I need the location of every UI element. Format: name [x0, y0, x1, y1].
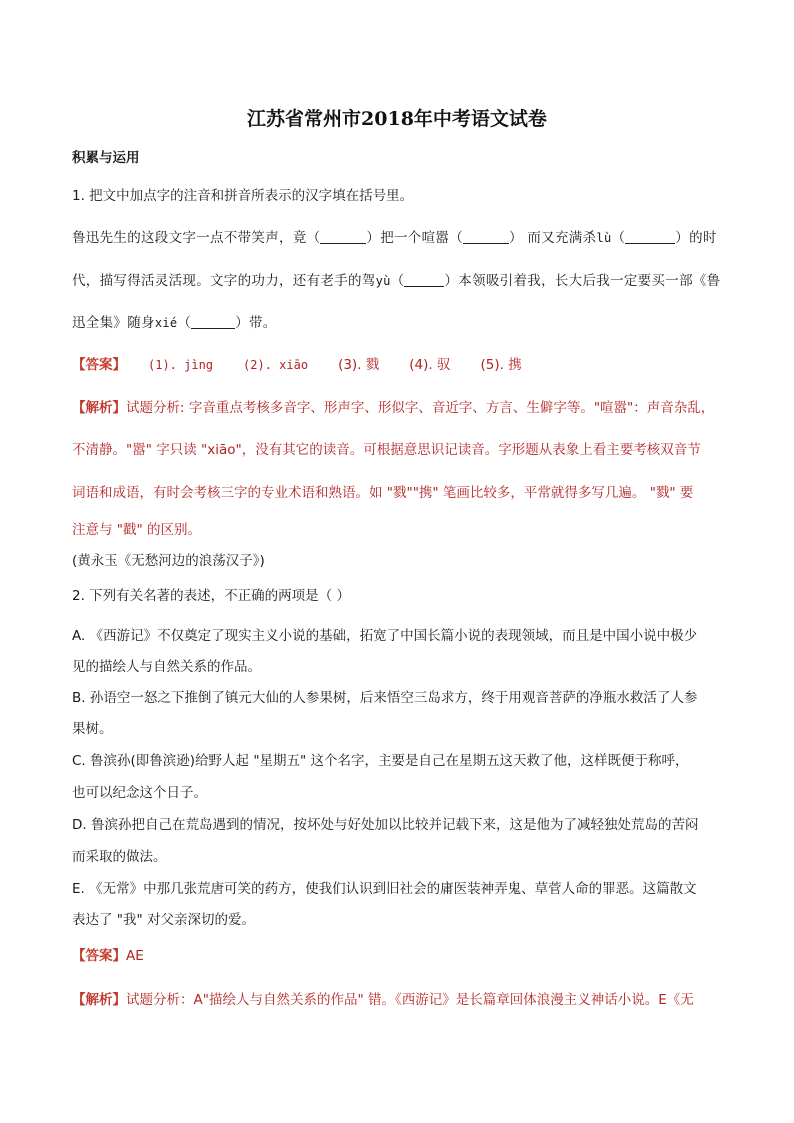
section-heading: 积累与运用 [72, 150, 140, 166]
answer-blank [191, 315, 235, 329]
analysis-label: 【解析】 [72, 400, 126, 416]
q2-answer-row [72, 944, 144, 964]
passage-source: (黄永玉《无愁河边的浪荡汉子》) [72, 553, 265, 569]
q2-option-c-line-2: 也可以纪念这个日子。 [72, 785, 207, 801]
q1-analysis-line-3: 词语和成语，有时会考核三字的专业术语和熟语。如 "戮""携" 笔画比较多，平常就得多写几遍。 "戮" 要 [72, 485, 694, 501]
q2-option-d-line-1: D. 鲁滨孙把自己在荒岛遇到的情况，按坏处与好处加以比较并记载下来，这是他为了减轻独处荒岛的苦闷 [72, 817, 699, 833]
pinyin: lù [596, 231, 612, 245]
pinyin: yù [375, 274, 391, 288]
answer-item: (2). xiāo [243, 358, 309, 372]
q1-text: （ [390, 273, 405, 289]
q1-analysis-line-2: 不清静。"嚣" 字只读 "xiāo"，没有其它的读音。可根据意思识记读音。字形题从表象上看主要考核双音节 [72, 442, 701, 458]
q1-text: ）本领吸引着我，长大后我一定要买一部《鲁 [444, 273, 721, 289]
analysis-label: 【解析】 [72, 992, 126, 1008]
q1-prompt: 1. 把文中加点字的注音和拼音所表示的汉字填在括号里。 [72, 188, 414, 204]
q1-text: （ [177, 315, 192, 331]
answer-item: (3). 戮 [338, 357, 380, 373]
answer-item: (4). 驭 [409, 357, 451, 373]
q1-text: （ [611, 230, 626, 246]
pinyin: xié [154, 316, 178, 330]
answer-blank [320, 230, 366, 244]
answer-blank [404, 273, 444, 287]
q1-text: ）的时 [675, 230, 717, 246]
q1-text: 迅全集》随身 [72, 315, 155, 331]
q2-option-a-line-1: A. 《西游记》不仅奠定了现实主义小说的基础，拓宽了中国长篇小说的表现领域，而且是中国小说中极少 [72, 628, 698, 644]
q2-option-d-line-2: 而采取的做法。 [72, 849, 167, 865]
q2-option-a-line-2: 见的描绘人与自然关系的作品。 [72, 659, 261, 675]
q2-option-b-line-1: B. 孙语空一怒之下推倒了镇元大仙的人参果树，后来悟空三岛求方，终于用观音菩萨的净瓶水救活了人参 [72, 690, 698, 706]
q2-prompt: 2. 下列有关名著的表述，不正确的两项是（ ） [72, 588, 350, 604]
q2-option-b-line-2: 果树。 [72, 721, 113, 737]
q1-analysis-line-4: 注意与 "戳" 的区别。 [72, 522, 202, 538]
q1-passage-line-2 [72, 269, 720, 289]
q1-text: 代，描写得活灵活现。文字的功力，还有老手的驾 [72, 273, 376, 289]
q1-answer-row [72, 353, 552, 373]
q2-option-e-line-2: 表达了 "我" 对父亲深切的爱。 [72, 912, 256, 928]
answer-item: (1). jìng [148, 358, 214, 372]
answer-blank [463, 230, 509, 244]
q1-analysis-line-1 [72, 396, 714, 416]
q2-analysis-line-1 [72, 988, 694, 1008]
q1-text: ）带。 [235, 315, 277, 331]
q1-text: ） 而又充满杀 [509, 230, 597, 246]
page-title: 江苏省常州市2018年中考语文试卷 [247, 108, 547, 130]
q1-text: 鲁迅先生的这段文字一点不带笑声，竟（ [72, 230, 321, 246]
answer-item: (5). 携 [480, 357, 522, 373]
answer-label: 【答案】 [72, 357, 126, 373]
q2-option-c-line-1: C. 鲁滨孙(即鲁滨逊)给野人起 "星期五" 这个名字，主要是自己在星期五这天救了他，这样既便于称呼， [72, 753, 689, 769]
answer-value: AE [126, 948, 144, 964]
analysis-text: 试题分析：A"描绘人与自然关系的作品" 错。《西游记》是长篇章回体浪漫主义神话小说。E《无 [126, 992, 694, 1008]
q1-text: ）把一个喧嚣（ [366, 230, 464, 246]
answer-label: 【答案】 [72, 948, 126, 964]
q1-passage-line-3 [72, 311, 277, 331]
answer-blank [625, 230, 675, 244]
q1-passage-line-1 [72, 226, 717, 246]
q2-option-e-line-1: E. 《无常》中那几张荒唐可笑的药方，使我们认识到旧社会的庸医装神弄鬼、草菅人命的罪恶。这篇散文 [72, 881, 697, 897]
analysis-text: 试题分析: 字音重点考核多音字、形声字、形似字、音近字、方言、生僻字等。"喧嚣"：声音杂乱， [126, 400, 715, 416]
